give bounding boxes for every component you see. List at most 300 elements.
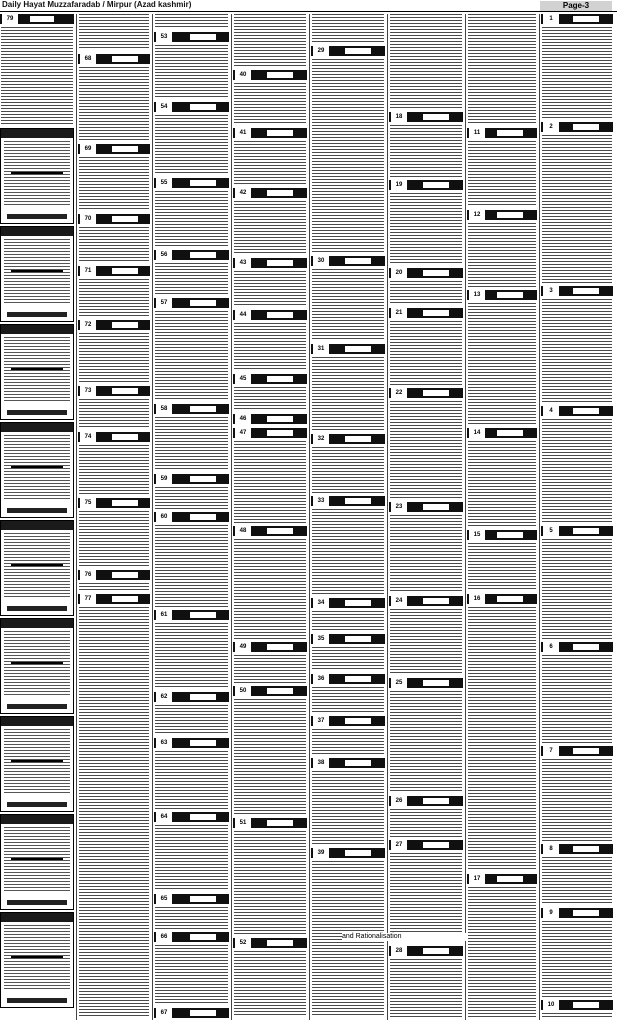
column-rule (465, 14, 466, 1020)
classified-heading-bar (467, 128, 537, 138)
heading-box (30, 16, 54, 22)
heading-box (112, 268, 138, 274)
classified-heading-bar (311, 46, 385, 56)
notice-txt (4, 729, 70, 795)
notice-txt (4, 827, 70, 893)
heading-box (190, 406, 216, 412)
classified-heading-bar (389, 946, 463, 956)
heading-box (497, 430, 523, 436)
english-text-snippet: and Rationalisation (342, 933, 466, 941)
classified-number: 42 (235, 188, 251, 198)
text-block (155, 525, 228, 607)
notice-sep (11, 760, 63, 762)
classified-number: 13 (469, 290, 485, 300)
heading-box (497, 130, 523, 136)
heading-box (423, 270, 449, 276)
classified-number: 37 (313, 716, 329, 726)
classified-number: 60 (156, 512, 172, 522)
classified-heading-bar (311, 758, 385, 768)
text-block (155, 14, 228, 28)
notice-hd (1, 325, 73, 334)
heading-box (267, 688, 293, 694)
classified-heading-bar (233, 188, 307, 198)
heading-box (573, 124, 599, 130)
classified-heading-bar (154, 102, 229, 112)
classified-number: 15 (469, 530, 485, 540)
heading-box (497, 292, 523, 298)
classified-heading-bar (311, 256, 385, 266)
heading-box (112, 572, 138, 578)
heading-box (497, 876, 523, 882)
heading-box (423, 504, 449, 510)
text-block (312, 269, 384, 341)
classified-number: 49 (235, 642, 251, 652)
column-rule (539, 14, 540, 1020)
classified-heading-bar (154, 178, 229, 188)
classified-heading-bar (467, 290, 537, 300)
classified-heading-bar (78, 386, 150, 396)
heading-box (190, 612, 216, 618)
classified-heading-bar (467, 594, 537, 604)
text-block (79, 607, 149, 1017)
classified-number: 43 (235, 258, 251, 268)
column-rule (152, 14, 153, 1020)
classified-heading-bar (233, 428, 307, 438)
notice-txt (4, 141, 70, 207)
heading-box (267, 820, 293, 826)
text-block (155, 487, 228, 509)
text-block (155, 751, 228, 809)
classified-number: 79 (2, 14, 18, 24)
notice-txt (4, 631, 70, 697)
classified-number: 72 (80, 320, 96, 330)
classified-heading-bar (233, 128, 307, 138)
heading-box (112, 216, 138, 222)
text-block (468, 441, 536, 527)
heading-box (112, 388, 138, 394)
heading-box (573, 408, 599, 414)
heading-box (573, 288, 599, 294)
classified-heading-bar (154, 610, 229, 620)
classified-number: 6 (543, 642, 559, 652)
heading-box (267, 312, 293, 318)
classified-number: 28 (391, 946, 407, 956)
heading-box (190, 896, 216, 902)
text-block (390, 401, 462, 499)
notice-ft (7, 606, 67, 611)
heading-box (190, 180, 216, 186)
classified-number: 26 (391, 796, 407, 806)
classified-heading-bar (467, 874, 537, 884)
heading-box (423, 598, 449, 604)
text-block (390, 809, 462, 837)
classified-number: 76 (80, 570, 96, 580)
classified-heading-bar (311, 344, 385, 354)
notice-ft (7, 900, 67, 905)
text-block (234, 83, 306, 125)
heading-box (190, 1010, 216, 1016)
classified-heading-bar (233, 374, 307, 384)
heading-box (267, 72, 293, 78)
classified-number: 14 (469, 428, 485, 438)
classified-number: 61 (156, 610, 172, 620)
classified-heading-bar (541, 642, 613, 652)
heading-box (423, 390, 449, 396)
classified-number: 55 (156, 178, 172, 188)
classified-number: 20 (391, 268, 407, 278)
classified-heading-bar (541, 1000, 613, 1010)
heading-box (423, 948, 449, 954)
classified-number: 53 (156, 32, 172, 42)
heading-box (345, 676, 371, 682)
classified-heading-bar (467, 428, 537, 438)
notice-hd (1, 717, 73, 726)
classified-number: 63 (156, 738, 172, 748)
column-rule (76, 14, 77, 1020)
classified-heading-bar (311, 634, 385, 644)
column-4 (311, 14, 385, 1020)
heading-box (345, 760, 371, 766)
heading-box (267, 130, 293, 136)
classified-number: 47 (235, 428, 251, 438)
text-block (155, 945, 228, 1005)
heading-box (190, 934, 216, 940)
text-block (234, 951, 306, 1017)
page-number-label: Page-3 (540, 1, 612, 11)
classified-number: 71 (80, 266, 96, 276)
heading-box (573, 528, 599, 534)
notice-txt (4, 435, 70, 501)
heading-box (267, 644, 293, 650)
classified-heading-bar (154, 298, 229, 308)
text-block (234, 323, 306, 371)
classified-number: 36 (313, 674, 329, 684)
classified-number: 24 (391, 596, 407, 606)
classified-number: 41 (235, 128, 251, 138)
text-block (234, 831, 306, 935)
classified-number: 5 (543, 526, 559, 536)
classified-heading-bar (467, 210, 537, 220)
classified-number: 16 (469, 594, 485, 604)
text-block (468, 607, 536, 871)
text-block (79, 445, 149, 495)
classified-number: 50 (235, 686, 251, 696)
classified-number: 44 (235, 310, 251, 320)
classified-number: 4 (543, 406, 559, 416)
column-notices (0, 14, 74, 1020)
classified-heading-bar (311, 716, 385, 726)
text-block (390, 281, 462, 305)
heading-box (345, 498, 371, 504)
heading-box (423, 680, 449, 686)
text-block (79, 14, 149, 50)
classified-number: 19 (391, 180, 407, 190)
heading-box (345, 850, 371, 856)
text-block (234, 201, 306, 255)
heading-box (112, 146, 138, 152)
text-block (390, 959, 462, 1017)
classified-heading-bar (233, 686, 307, 696)
classified-heading-bar (389, 112, 463, 122)
notice-sep (11, 858, 63, 860)
heading-box (112, 500, 138, 506)
notice-hd (1, 521, 73, 530)
classified-heading-bar (154, 404, 229, 414)
column-2 (154, 14, 229, 1020)
heading-box (190, 252, 216, 258)
text-block (542, 27, 612, 119)
text-block (542, 921, 612, 997)
text-block (390, 853, 462, 943)
notice-txt (4, 337, 70, 403)
classified-number: 45 (235, 374, 251, 384)
notice-ft (7, 214, 67, 219)
classified-heading-bar (78, 594, 150, 604)
heading-box (267, 190, 293, 196)
notice-txt (4, 925, 70, 991)
text-block (155, 45, 228, 99)
classified-number: 52 (235, 938, 251, 948)
classified-heading-bar (233, 258, 307, 268)
text-block (155, 623, 228, 689)
heading-box (345, 636, 371, 642)
classified-number: 29 (313, 46, 329, 56)
classified-heading-bar (541, 844, 613, 854)
heading-box (423, 798, 449, 804)
classified-number: 9 (543, 908, 559, 918)
notice-sep (11, 466, 63, 468)
notice-hd (1, 227, 73, 236)
text-block (468, 14, 536, 124)
text-block (312, 729, 384, 755)
text-block (468, 141, 536, 207)
classified-heading-bar (154, 812, 229, 822)
classified-heading-bar (389, 388, 463, 398)
classified-heading-bar (389, 840, 463, 850)
heading-box (190, 514, 216, 520)
heading-box (345, 718, 371, 724)
text-block (312, 771, 384, 845)
classified-heading-bar (78, 432, 150, 442)
text-block (155, 263, 228, 295)
heading-box (573, 846, 599, 852)
text-block (79, 399, 149, 429)
text-block (155, 115, 228, 175)
classified-number: 62 (156, 692, 172, 702)
text-block (312, 647, 384, 671)
text-block (542, 539, 612, 639)
text-block (542, 759, 612, 841)
classified-heading-bar (78, 144, 150, 154)
heading-box (345, 48, 371, 54)
heading-box (190, 740, 216, 746)
classified-heading-bar (0, 14, 74, 24)
heading-box (190, 300, 216, 306)
classified-heading-bar (78, 320, 150, 330)
legal-notice-box (0, 912, 74, 1008)
column-5 (389, 14, 463, 1020)
notice-txt (4, 533, 70, 599)
classified-number: 27 (391, 840, 407, 850)
heading-box (423, 310, 449, 316)
heading-box (267, 430, 293, 436)
classified-number: 10 (543, 1000, 559, 1010)
column-7 (541, 14, 613, 1020)
heading-box (497, 532, 523, 538)
masthead-rule (0, 11, 617, 12)
notice-sep (11, 172, 63, 174)
classified-heading-bar (233, 310, 307, 320)
text-block (312, 509, 384, 595)
heading-box (267, 940, 293, 946)
heading-box (112, 596, 138, 602)
text-block (234, 655, 306, 683)
classified-heading-bar (541, 14, 613, 24)
text-block (390, 321, 462, 385)
classified-number: 59 (156, 474, 172, 484)
text-block (312, 59, 384, 253)
classified-heading-bar (541, 526, 613, 536)
text-block (468, 223, 536, 287)
legal-notice-box (0, 618, 74, 714)
classified-number: 33 (313, 496, 329, 506)
heading-box (112, 322, 138, 328)
classified-heading-bar (311, 434, 385, 444)
classified-number: 69 (80, 144, 96, 154)
text-block (79, 67, 149, 141)
heading-box (190, 104, 216, 110)
notice-sep (11, 270, 63, 272)
heading-box (573, 910, 599, 916)
classified-number: 64 (156, 812, 172, 822)
text-block (312, 687, 384, 713)
text-block (542, 299, 612, 403)
classified-number: 58 (156, 404, 172, 414)
classified-number: 1 (543, 14, 559, 24)
heading-box (267, 260, 293, 266)
text-block (155, 825, 228, 891)
text-block (79, 227, 149, 263)
notice-sep (11, 662, 63, 664)
classified-number: 65 (156, 894, 172, 904)
text-block (234, 387, 306, 411)
classified-number: 11 (469, 128, 485, 138)
heading-box (497, 596, 523, 602)
notice-hd (1, 815, 73, 824)
classified-heading-bar (233, 818, 307, 828)
text-block (234, 539, 306, 639)
classified-heading-bar (154, 1008, 229, 1018)
classified-number: 30 (313, 256, 329, 266)
column-1 (78, 14, 150, 1020)
classified-number: 21 (391, 308, 407, 318)
classified-number: 17 (469, 874, 485, 884)
heading-box (267, 416, 293, 422)
heading-box (573, 16, 599, 22)
classified-heading-bar (78, 214, 150, 224)
classified-number: 12 (469, 210, 485, 220)
classified-heading-bar (154, 894, 229, 904)
notice-sep (11, 956, 63, 958)
classified-number: 46 (235, 414, 251, 424)
classified-heading-bar (467, 530, 537, 540)
column-6 (467, 14, 537, 1020)
notice-ft (7, 802, 67, 807)
text-block (390, 609, 462, 675)
heading-box (345, 258, 371, 264)
text-block (79, 279, 149, 317)
classified-number: 73 (80, 386, 96, 396)
text-block (79, 511, 149, 567)
classified-number: 74 (80, 432, 96, 442)
text-block (390, 193, 462, 265)
heading-box (345, 600, 371, 606)
text-block (234, 699, 306, 815)
heading-box (190, 34, 216, 40)
text-block (468, 543, 536, 591)
text-block (234, 271, 306, 307)
classified-number: 32 (313, 434, 329, 444)
classified-number: 25 (391, 678, 407, 688)
heading-box (190, 694, 216, 700)
text-block (234, 141, 306, 185)
heading-box (423, 182, 449, 188)
legal-notice-box (0, 128, 74, 224)
notice-ft (7, 704, 67, 709)
text-block (234, 441, 306, 523)
classified-heading-bar (541, 122, 613, 132)
notice-hd (1, 423, 73, 432)
text-block (390, 515, 462, 593)
text-block (542, 419, 612, 523)
classified-number: 3 (543, 286, 559, 296)
text-block (79, 333, 149, 383)
text-block (390, 691, 462, 793)
classified-number: 67 (156, 1008, 172, 1018)
classified-heading-bar (78, 498, 150, 508)
heading-box (423, 114, 449, 120)
classified-heading-bar (541, 406, 613, 416)
classified-heading-bar (541, 908, 613, 918)
legal-notice-box (0, 324, 74, 420)
heading-box (267, 376, 293, 382)
classified-heading-bar (389, 308, 463, 318)
classified-heading-bar (233, 526, 307, 536)
legal-notice-box (0, 520, 74, 616)
classified-heading-bar (311, 848, 385, 858)
text-block (1, 27, 73, 124)
classified-number: 31 (313, 344, 329, 354)
classified-number: 23 (391, 502, 407, 512)
classified-number: 70 (80, 214, 96, 224)
notice-sep (11, 564, 63, 566)
classified-heading-bar (233, 414, 307, 424)
classified-heading-bar (389, 596, 463, 606)
classified-heading-bar (78, 266, 150, 276)
classified-heading-bar (154, 474, 229, 484)
text-block (155, 705, 228, 735)
legal-notice-box (0, 716, 74, 812)
classified-heading-bar (311, 496, 385, 506)
classified-number: 35 (313, 634, 329, 644)
classified-number: 68 (80, 54, 96, 64)
text-block (79, 583, 149, 591)
text-block (312, 14, 384, 42)
notice-ft (7, 998, 67, 1003)
notice-hd (1, 129, 73, 138)
notice-sep (11, 368, 63, 370)
classified-heading-bar (154, 512, 229, 522)
